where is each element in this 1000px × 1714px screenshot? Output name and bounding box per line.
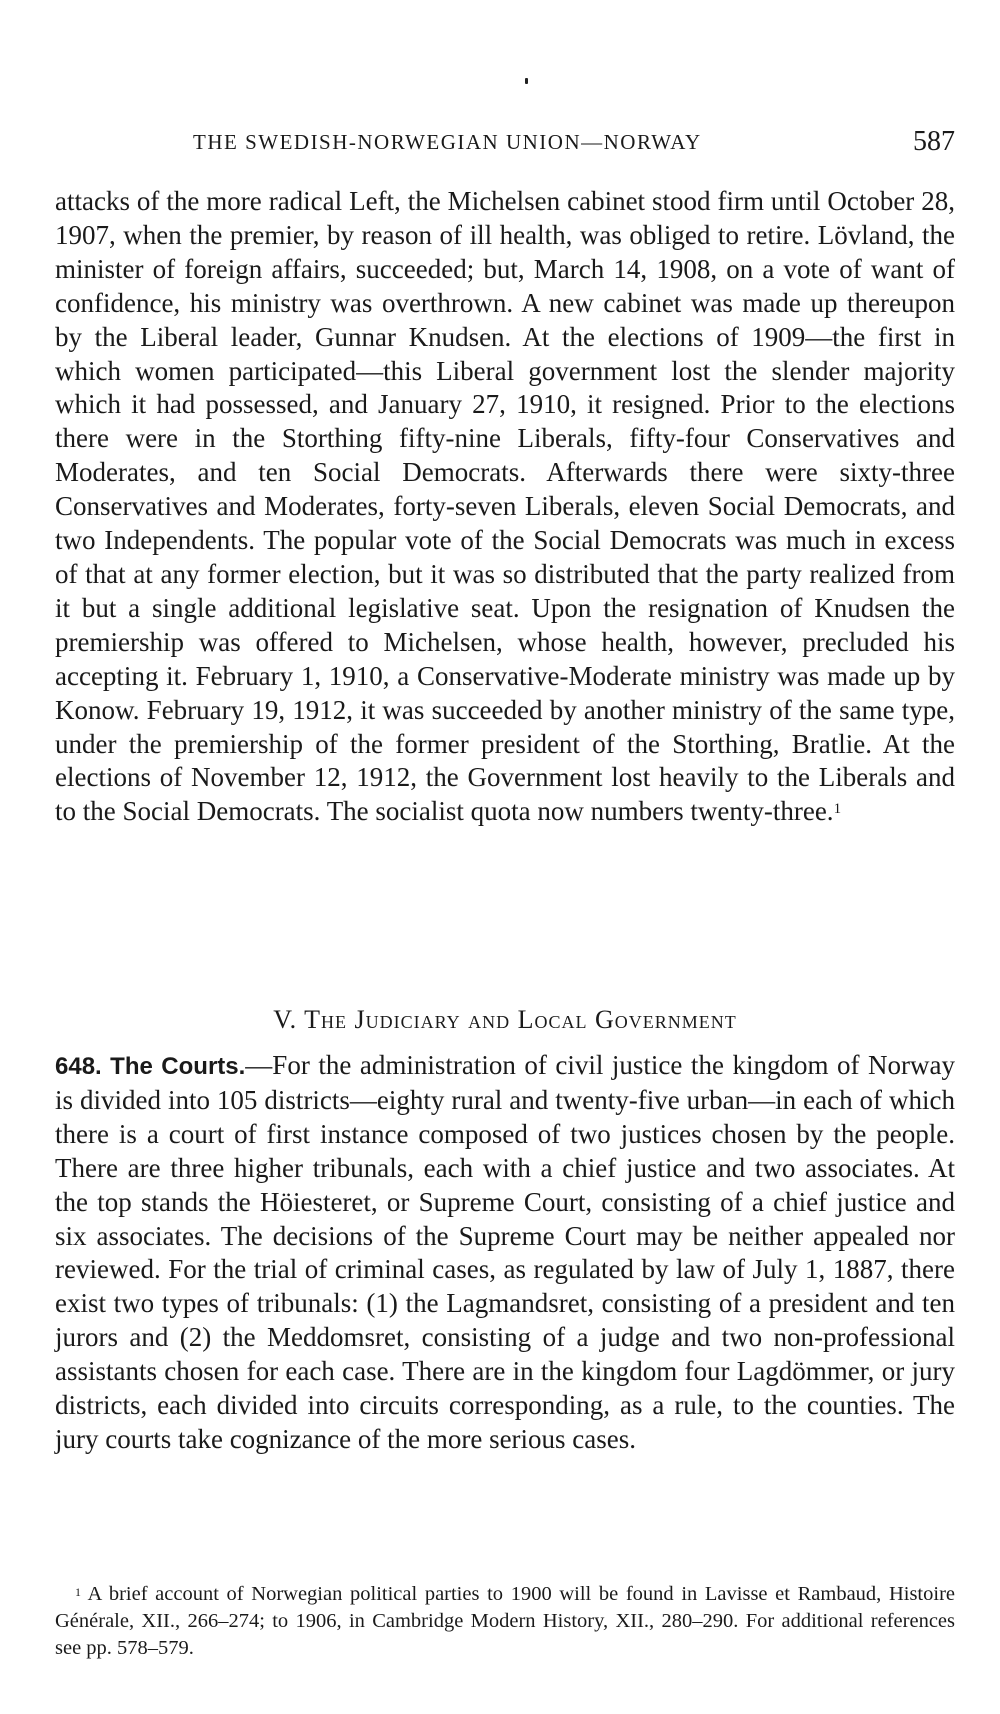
paragraph-648 — [55, 1049, 955, 1457]
section-heading: V. The Judiciary and Local Government — [273, 1005, 737, 1034]
running-title: THE SWEDISH-NORWEGIAN UNION—NORWAY — [193, 130, 702, 154]
page-number: 587 — [913, 126, 955, 157]
section-648 — [55, 1049, 955, 1457]
footnote-text-block — [55, 1581, 955, 1662]
footnote-text: A brief account of Norwegian political parties to 1900 will be found in Lavisse et Rambaud, Histoire Générale, XII., 266–274; to 1906, in Cambridge Modern History, XII., 280–290. For additional references see pp. 578–579. — [55, 1583, 955, 1659]
body-text — [55, 185, 955, 829]
footnote — [55, 1581, 955, 1662]
print-speck — [525, 78, 528, 84]
paragraph-text: attacks of the more radical Left, the Michelsen cabinet stood firm until October 28, 1907, when the premier, by reason of ill health, was obliged to retire. Lövland, the minister of foreign affairs, succeeded; but, March 14, 1908, on a vote of want of confidence, his ministry was overthrown. A new cabinet was made up thereupon by the Liberal leader, Gunnar Knudsen. At the elections of 1909—the first in which women participated—this Liberal government lost the slender majority which it had possessed, and January 27, 1910, it resigned. Prior to the elections there were in the Storthing fifty-nine Liberals, fifty-four Conservatives and Moderates, and ten Social Democrats. Afterwards there were sixty-three Conservatives and Moderates, forty-seven Liberals, eleven Social Democrats, and two Independents. The popular vote of the Social Democrats was much in excess of that at any former election, but it was so distributed that the party realized from it but a single additional legislative seat. Upon the resignation of Knudsen the premiership was offered to Michelsen, whose health, however, precluded his accepting it. February 1, 1910, a Conservative-Moderate ministry was made up by Konow. February 19, 1912, it was succeeded by another ministry of the same type, under the premiership of the former president of the Storthing, Bratlie. At the elections of November 12, 1912, the Government lost heavily to the Liberals and to the Social Democrats. The socialist quota now numbers twenty-three. — [55, 186, 955, 827]
running-header — [55, 126, 955, 166]
footnote-marker: 1 — [75, 1585, 81, 1599]
footnote-reference: 1 — [833, 801, 842, 818]
paragraph-label: 648. The Courts. — [55, 1053, 246, 1080]
paragraph-648-text: —For the administration of civil justice the kingdom of Norway is divided into 105 districts—eighty rural and twenty-five urban—in each of which there is a court of first instance composed of two justices chosen by the people. There are three higher tribunals, each with a chief justice and two associates. At the top stands the Höiesteret, or Supreme Court, consisting of a chief justice and six associates. The decisions of the Supreme Court may be neither appealed nor reviewed. For the trial of criminal cases, as regulated by law of July 1, 1887, there exist two types of tribunals: (1) the Lagmandsret, consisting of a president and ten jurors and (2) the Meddomsret, consisting of a judge and two non-professional assistants chosen for each case. There are in the kingdom four Lagdömmer, or jury districts, each divided into circuits corresponding, as a rule, to the counties. The jury courts take cognizance of the more serious cases. — [55, 1050, 955, 1454]
paragraph-continuation — [55, 185, 955, 829]
